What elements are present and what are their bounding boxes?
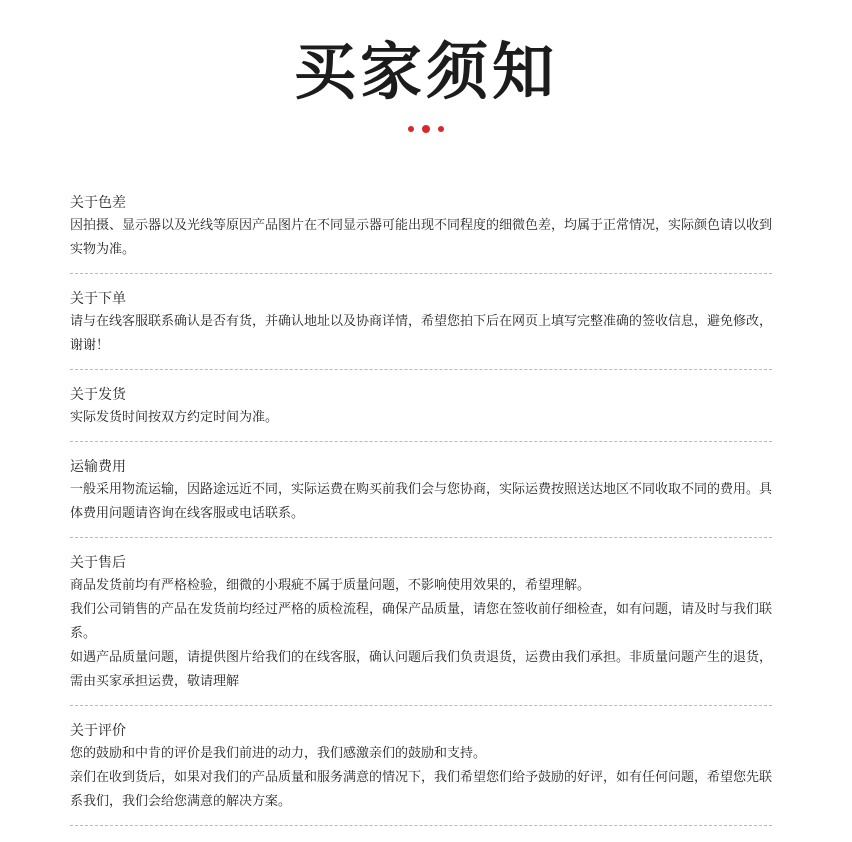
section-text: 如遇产品质量问题，请提供图片给我们的在线客服，确认问题后我们负责退货，运费由我们承担。非质量问题产生的退货，需由买家承担运费，敬请理解 [70,650,773,689]
section-heading: 关于下单 [70,291,126,307]
section-reviews [70,718,772,814]
section-heading: 关于色差 [70,195,126,211]
section-heading: 关于评价 [70,723,126,739]
section-text: 您的鼓励和中肯的评价是我们前进的动力，我们感激亲们的鼓励和支持。 [70,746,487,761]
section-text: 实际发货时间按双方约定时间为准。 [70,410,279,425]
divider [70,441,772,442]
divider [70,273,772,274]
divider [70,369,772,370]
section-text: 商品发货前均有严格检验，细微的小瑕疵不属于质量问题，不影响使用效果的，希望理解。 [70,578,591,593]
divider [70,825,772,826]
section-text: 因拍摄、显示器以及光线等原因产品图片在不同显示器可能出现不同程度的细微色差，均属于正常情况，实际颜色请以收到实物为准。 [70,218,773,257]
divider [70,537,772,538]
dot-center [422,125,430,133]
divider [70,705,772,706]
section-shipping [70,382,772,430]
section-heading: 关于发货 [70,387,126,403]
dot-left [408,126,414,132]
section-freight [70,454,772,526]
section-text: 我们公司销售的产品在发货前均经过严格的质检流程，确保产品质量，请您在签收前仔细检查，如有问题，请及时与我们联系。 [70,602,773,641]
section-heading: 关于售后 [70,555,126,571]
section-ordering [70,286,772,358]
section-text: 请与在线客服联系确认是否有货，并确认地址以及协商详情，希望您拍下后在网页上填写完整准确的签收信息，避免修改，谢谢！ [70,314,773,353]
page-title: 买家须知 [293,35,558,108]
decorative-dots [0,124,852,134]
section-text: 亲们在收到货后，如果对我们的产品质量和服务满意的情况下，我们希望您们给予鼓励的好评，如有任何问题，希望您先联系我们，我们会给您满意的解决方案。 [70,770,773,809]
section-color-difference [70,190,772,262]
notice-content [70,190,772,838]
section-after-sales [70,550,772,694]
section-heading: 运输费用 [70,459,126,475]
section-text: 一般采用物流运输，因路途远近不同，实际运费在购买前我们会与您协商，实际运费按照送达地区不同收取不同的费用。具体费用问题请咨询在线客服或电话联系。 [70,482,773,521]
dot-right [438,126,444,132]
